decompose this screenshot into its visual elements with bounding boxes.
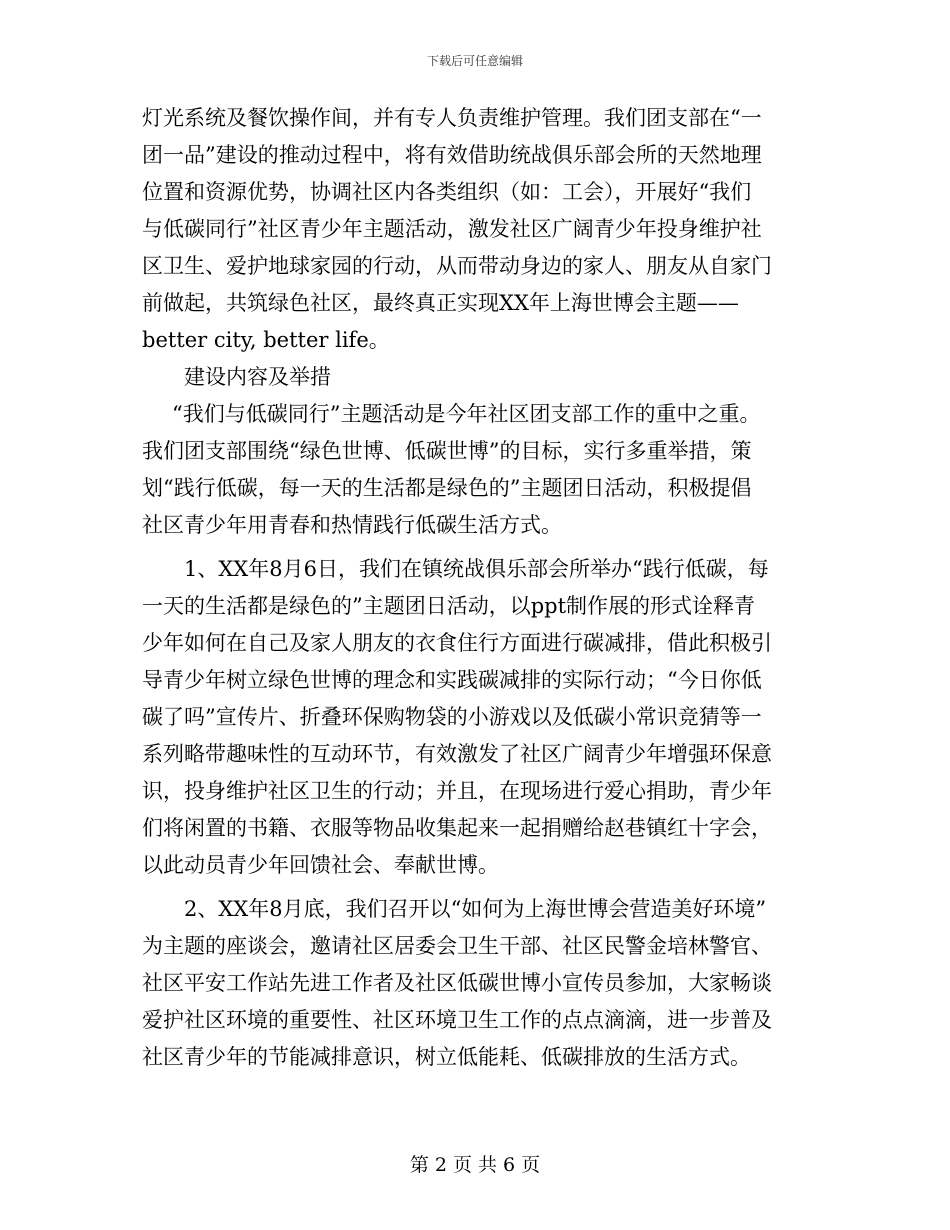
text-line: 少年如何在自己及家人朋友的衣食住行方面进行碳减排，借此积极引	[142, 631, 772, 655]
text-line: 导青少年树立绿色世博的理念和实践碳减排的实际行动；“今日你低	[142, 668, 762, 692]
text-line: “我们与低碳同行”主题活动是今年社区团支部工作的重中之重。	[172, 402, 761, 426]
text-line: 识，投身维护社区卫生的行动；并且，在现场进行爱心捐助，青少年	[142, 779, 772, 803]
text-line: 灯光系统及餐饮操作间，并有专人负责维护管理。我们团支部在“一	[142, 106, 762, 130]
text-line: 系列略带趣味性的互动环节，有效激发了社区广阔青少年增强环保意	[142, 742, 772, 766]
text-line: 1、XX年8月6日，我们在镇统战俱乐部会所举办“践行低碳，每	[184, 557, 769, 581]
text-line: 碳了吗”宣传片、折叠环保购物袋的小游戏以及低碳小常识竞猜等一	[142, 705, 762, 729]
page-header-note: 下载后可任意编辑	[426, 54, 523, 68]
text-line: 一天的生活都是绿色的”主题团日活动，以ppt制作展的形式诠释青	[142, 594, 756, 618]
text-line: 划“践行低碳，每一天的生活都是绿色的”主题团日活动，积极提倡	[142, 476, 752, 500]
text-line: 们将闲置的书籍、衣服等物品收集起来一起捐赠给赵巷镇红十字会，	[142, 816, 772, 840]
text-line: 团一品”建设的推动过程中，将有效借助统战俱乐部会所的天然地理	[142, 143, 762, 167]
paragraph	[142, 396, 822, 544]
paragraph	[142, 551, 822, 884]
text-line: 社区青少年的节能减排意识，树立低能耗、低碳排放的生活方式。	[142, 1045, 751, 1069]
text-line: 社区平安工作站先进工作者及社区低碳世博小宣传员参加，大家畅谈	[142, 971, 772, 995]
text-line: 与低碳同行”社区青少年主题活动，激发社区广阔青少年投身维护社	[142, 217, 762, 241]
text-line: 为主题的座谈会，邀请社区居委会卫生干部、社区民警金培林警官、	[142, 934, 772, 958]
text-line: 我们团支部围绕“绿色世博、低碳世博”的目标，实行多重举措，策	[142, 439, 752, 463]
page-number-footer: 第 2 页 共 6 页	[409, 1154, 541, 1176]
text-line: 位置和资源优势，协调社区内各类组织（如：工会），开展好“我们	[142, 180, 752, 204]
text-line: 爱护社区环境的重要性、社区环境卫生工作的点点滴滴，进一步普及	[142, 1008, 772, 1032]
text-line: better city, better life。	[142, 328, 390, 352]
paragraph	[142, 100, 822, 359]
text-line: 前做起，共筑绿色社区，最终真正实现XX年上海世博会主题——	[142, 291, 739, 315]
document-body	[142, 100, 822, 1076]
text-line: 社区青少年用青春和热情践行低碳生活方式。	[142, 513, 562, 537]
section-heading	[142, 359, 822, 396]
text-line: 以此动员青少年回馈社会、奉献世博。	[142, 853, 499, 877]
paragraph	[142, 891, 822, 1076]
section-heading-text: 建设内容及举措	[184, 365, 331, 389]
text-line: 区卫生、爱护地球家园的行动，从而带动身边的家人、朋友从自家门	[142, 254, 772, 278]
text-line: 2、XX年8月底，我们召开以“如何为上海世博会营造美好环境”	[184, 897, 767, 921]
